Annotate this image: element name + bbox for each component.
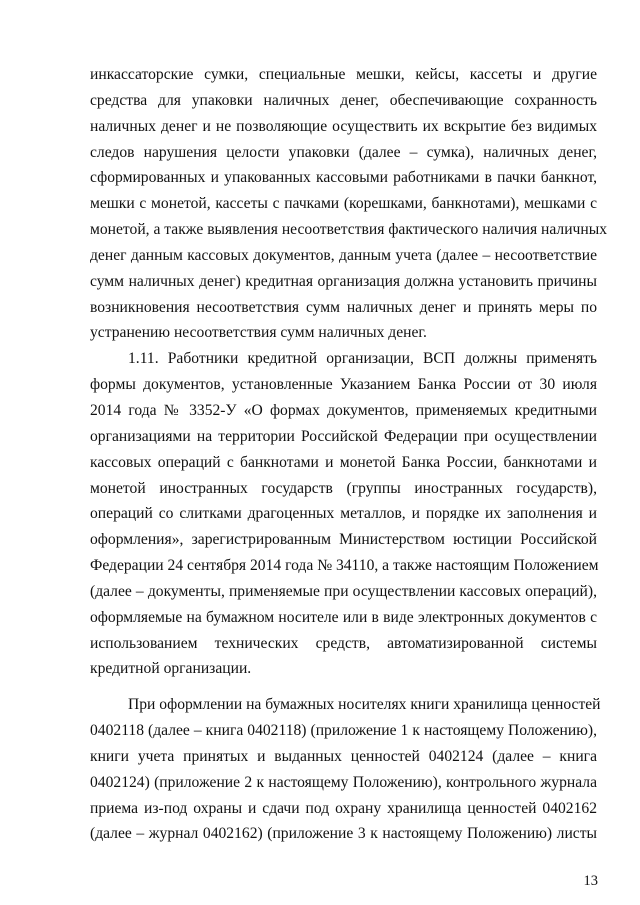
- text-line: средства для упаковки наличных денег, обеспечивающие сохранность: [90, 91, 597, 109]
- text-line: приема из-под охраны и сдачи под охрану хранилища ценностей 0402162: [90, 799, 597, 817]
- text-line: сумм наличных денег) кредитная организация должна установить причины: [90, 272, 597, 290]
- text-line: операций со слитками драгоценных металлов, и порядке их заполнения и: [90, 505, 597, 523]
- text-line: использованием технических средств, автоматизированной системы: [90, 634, 597, 652]
- text-line: монетой иностранных государств (группы иностранных государств),: [90, 479, 597, 497]
- page-number: 13: [583, 873, 598, 889]
- text-line: монетой, а также выявления несоответствия фактического наличия наличных: [90, 221, 608, 239]
- text-line: мешки с монетой, кассеты с пачками (корешками, банкнотами), мешками с: [90, 195, 597, 213]
- paragraph-gap: [90, 682, 597, 692]
- text-line: кредитной организации.: [90, 660, 252, 678]
- text-line: 1.11. Работники кредитной организации, ВСП должны применять: [128, 350, 597, 368]
- text-line: наличных денег и не позволяющие осуществить их вскрытие без видимых: [90, 117, 597, 135]
- text-line: инкассаторские сумки, специальные мешки, кейсы, кассеты и другие: [90, 66, 597, 83]
- text-line: следов нарушения целости упаковки (далее – сумка), наличных денег,: [90, 143, 597, 161]
- text-line: 2014 года № 3352-У «О формах документов, применяемых кредитными: [90, 401, 597, 419]
- text-line: 0402118 (далее – книга 0402118) (приложение 1 к настоящему Положению),: [90, 722, 597, 740]
- text-line: устранению несоответствия сумм наличных денег.: [90, 324, 427, 342]
- text-line: кассовых операций с банкнотами и монетой Банка России, банкнотами и: [90, 453, 597, 471]
- text-line: сформированных и упакованных кассовыми работниками в пачки банкнот,: [90, 169, 597, 187]
- text-line: 0402124) (приложение 2 к настоящему Положению), контрольного журнала: [90, 773, 597, 791]
- text-line: формы документов, установленные Указанием Банка России от 30 июля: [90, 376, 597, 394]
- text-line: организациями на территории Российской Федерации при осуществлении: [90, 427, 597, 445]
- text-line: книги учета принятых и выданных ценностей 0402124 (далее – книга: [90, 747, 597, 765]
- text-line: (далее – журнал 0402162) (приложение 3 к настоящему Положению) листы: [90, 825, 597, 843]
- text-line: (далее – документы, применяемые при осуществлении кассовых операций),: [90, 582, 597, 600]
- text-line: оформления», зарегистрированным Министерством юстиции Российской: [90, 531, 597, 549]
- text-line: денег данным кассовых документов, данным учета (далее – несоответствие: [90, 246, 597, 264]
- body-text: [90, 62, 608, 847]
- text-line: оформляемые на бумажном носителе или в виде электронных документов с: [90, 608, 597, 626]
- text-line: возникновения несоответствия сумм наличных денег и принять меры по: [90, 298, 597, 316]
- text-line: Федерации 24 сентября 2014 года № 34110, а также настоящим Положением: [90, 557, 599, 575]
- text-line: При оформлении на бумажных носителях книги хранилища ценностей: [128, 696, 601, 714]
